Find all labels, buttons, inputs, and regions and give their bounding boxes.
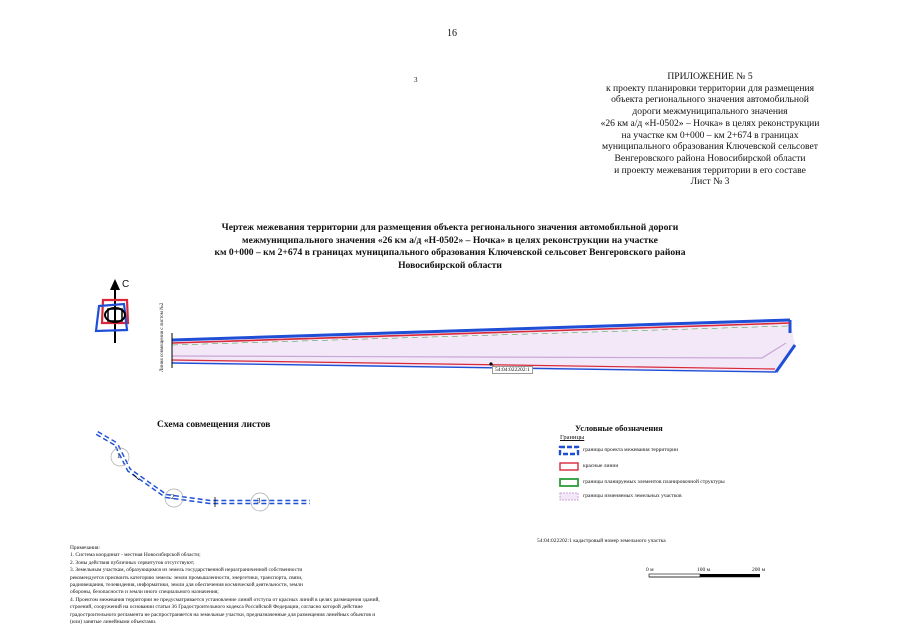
sheet-link-label: Линия совмещения с листом №2 — [160, 302, 165, 372]
cadastral-example: 54:04:022202:1 — [537, 538, 572, 544]
drawing-title-line: Новосибирской области — [398, 259, 502, 271]
appendix-line: к проекту планировки территории для размещения — [605, 82, 815, 94]
scale-label: 0 м — [646, 567, 654, 573]
notes-line: градостроительного регламента не распространяется на земельные участки, предназначенные для размещения линейных объектов и — [70, 611, 376, 618]
notes-heading: Примечания: — [70, 545, 100, 551]
sheet-scheme — [97, 433, 310, 511]
notes-line: 2. Зоны действия публичных сервитутов отсутствуют; — [70, 559, 195, 566]
legend-item-label: границы проекта межевания территории — [583, 447, 679, 453]
appendix-line: муниципального образования Ключевской сельсовет — [602, 141, 818, 153]
appendix-line: на участке км 0+000 – км 2+674 в границах — [621, 129, 799, 141]
drawing-title-line: Чертеж межевания территории для размещения объекта регионального значения автомобильной дороги — [221, 222, 679, 233]
legend-swatches — [560, 447, 578, 500]
drawing-title-line: км 0+000 – км 2+674 в границах муниципального образования Ключевской сельсовет Венгеровского района — [214, 247, 686, 259]
notes-line: 1. Система координат - местная Новосибирской области; — [70, 552, 201, 559]
scale-label: 100 м — [697, 567, 711, 573]
notes-line: радиовещания, телевидения, информатики, земли для обеспечения космической деятельности, земли — [70, 582, 303, 589]
notes-line: строений, сооружений на основании статьи 36 Градостроительного кодекса Российской Федерации, согласно которой действие — [70, 604, 363, 611]
legend-item-label: границы планируемых элементов планировочной структуры — [583, 479, 725, 485]
north-label: С — [122, 279, 130, 290]
parcel-cadastral-number: 54:04:022202:1 — [492, 366, 533, 374]
appendix-line: ПРИЛОЖЕНИЕ № 5 — [667, 71, 753, 82]
scale-bar — [649, 574, 760, 577]
notes-line: (или) занятые линейными объектами. — [70, 619, 157, 626]
sheet-number: 3 — [257, 497, 261, 505]
appendix-line: и проекту межевания территории в его составе — [614, 164, 806, 176]
scale-label: 200 м — [752, 567, 766, 573]
page-number: 16 — [447, 28, 457, 39]
sheet-number: 2 — [171, 493, 175, 501]
notes — [70, 545, 490, 626]
scheme-title: Схема совмещения листов — [157, 420, 271, 430]
appendix-line: дороги межмуниципального значения — [632, 106, 788, 118]
road-corridor — [172, 320, 795, 372]
legend-item-label: красные линии — [583, 463, 619, 469]
cadastral-legend — [537, 538, 666, 544]
inner-page-number: 3 — [414, 76, 418, 84]
legend-subtitle: Границы — [560, 434, 585, 441]
notes-line: обороны, безопасности и земли иного специального назначения; — [70, 589, 219, 596]
notes-line: 4. Проектом межевания территории не предусматривается установление линий отступа от красных линий в целях размещения зданий, — [70, 596, 380, 603]
drawing-title-line: межмуниципального значения «26 км а/д «Н-0502» – Ночка» в целях реконструкции на участке — [242, 234, 658, 246]
appendix-line: объекта регионального значения автомобильной — [611, 94, 809, 106]
cadastral-caption: кадастровый номер земельного участка — [573, 538, 666, 544]
legend-title: Условные обозначения — [575, 423, 663, 433]
notes-line: рекомендуется присвоить категорию земель: земли промышленности, энергетики, транспорта, связи, — [70, 574, 303, 581]
notes-line: 3. Земельным участкам, образующимся из земель государственной неразграниченной собственности — [70, 567, 303, 574]
appendix-line: Венгеровского района Новосибирской области — [614, 152, 806, 164]
appendix-line: Лист № 3 — [690, 176, 730, 188]
sheet-number: 1 — [117, 452, 121, 460]
appendix-line: «26 км а/д «Н-0502» – Ночка» в целях реконструкции — [600, 117, 820, 129]
legend-item-label: границы изменяемых земельных участков — [583, 493, 682, 499]
